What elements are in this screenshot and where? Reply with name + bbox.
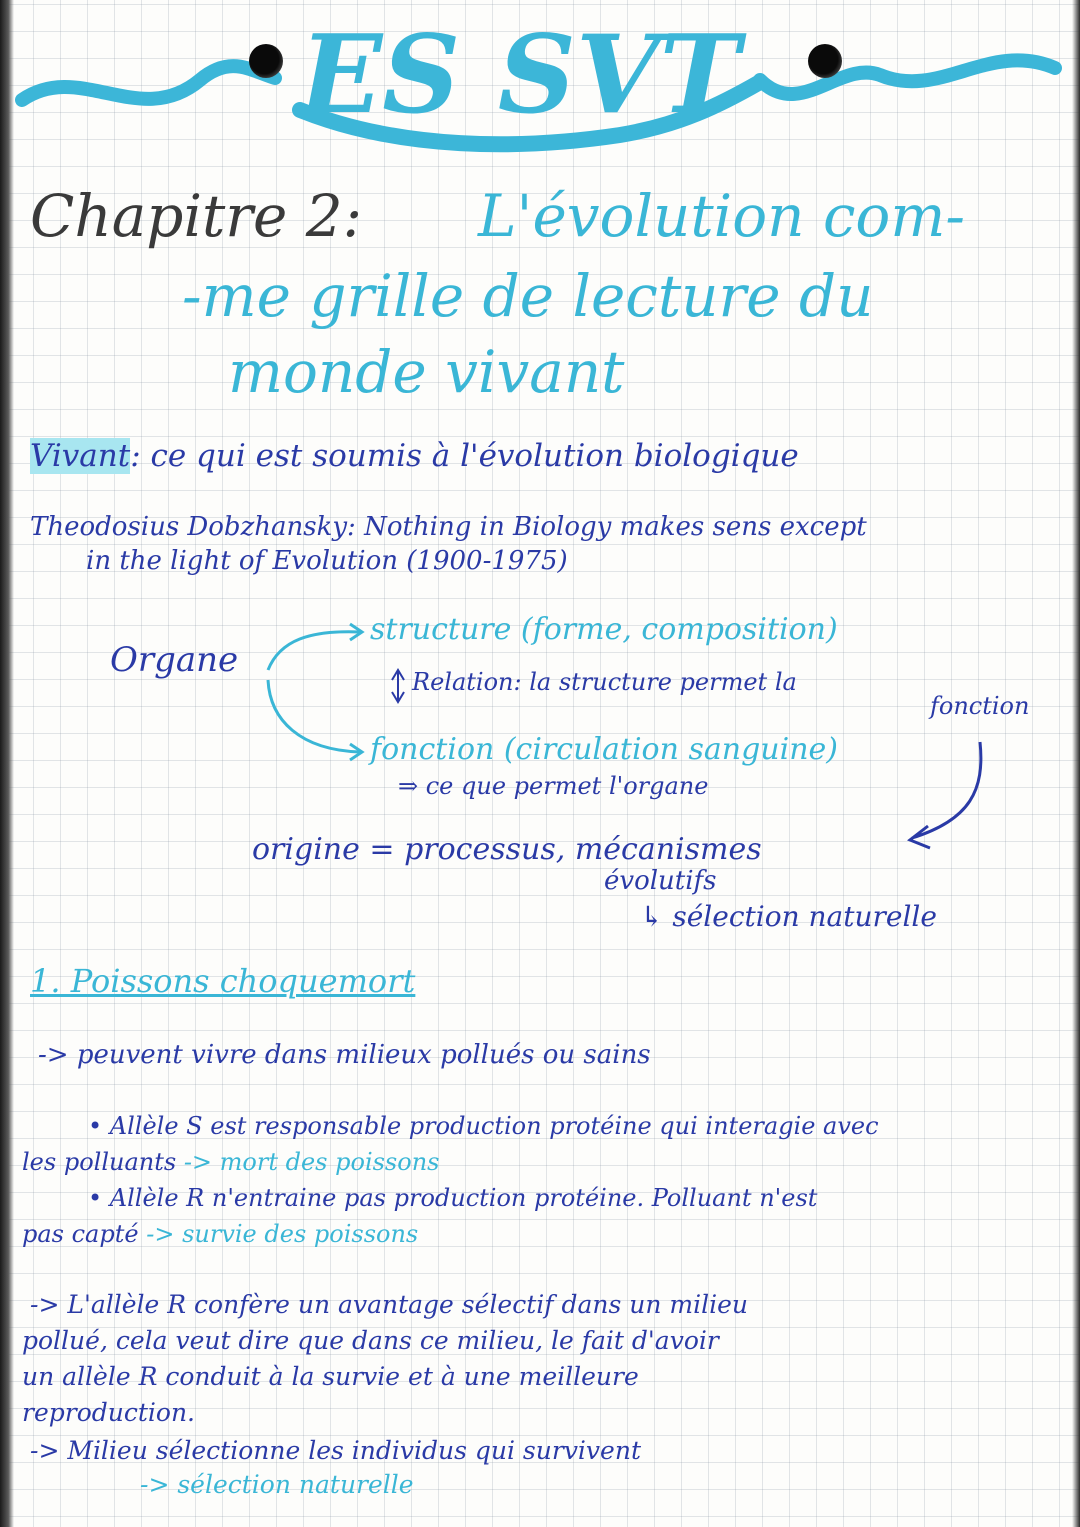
quote-line-2: in the light of Evolution (1900-1975)	[86, 546, 568, 576]
section-1-intro: -> peuvent vivre dans milieux pollués ou sains	[38, 1040, 651, 1070]
origine-line-1: origine = processus, mécanismes	[252, 832, 762, 867]
conclusion-line-6: -> sélection naturelle	[140, 1470, 414, 1499]
origine-line-3: ↳ sélection naturelle	[640, 900, 937, 933]
allele-r-text: pas capté	[22, 1220, 147, 1248]
conclusion-line-4: reproduction.	[22, 1398, 195, 1427]
chapter-title-line-2: -me grille de lecture du	[182, 262, 874, 330]
allele-s-line-2	[22, 1148, 439, 1176]
relation-double-arrow	[392, 670, 404, 702]
chapter-title-line-3: monde vivant	[228, 338, 625, 406]
relation-text-end: fonction	[930, 692, 1030, 720]
conclusion-line-3: un allèle R conduit à la survie et à une meilleure	[22, 1362, 639, 1391]
allele-s-line-1: • Allèle S est responsable production protéine qui interagie avec	[88, 1112, 879, 1140]
origine-line-2: évolutifs	[604, 866, 717, 896]
conclusion-line-1: -> L'allèle R confère un avantage sélectif dans un milieu	[30, 1290, 748, 1319]
arrow-to-fonction	[268, 680, 360, 752]
relation-text: Relation: la structure permet la	[412, 668, 797, 696]
structure-label: structure (forme, composition)	[370, 612, 838, 647]
fonction-label: fonction (circulation sanguine)	[370, 732, 838, 767]
quote-line-1: Theodosius Dobzhansky: Nothing in Biology makes sens except	[30, 512, 867, 542]
arrow-to-structure	[268, 632, 360, 670]
allele-s-consequence: -> mort des poissons	[183, 1148, 440, 1176]
conclusion-line-5: -> Milieu sélectionne les individus qui survivent	[30, 1436, 641, 1465]
allele-r-line-2	[22, 1220, 418, 1248]
organe-label: Organe	[110, 640, 239, 680]
chapter-title-line-1: L'évolution com-	[478, 182, 965, 250]
arrow-fonction-to-origine	[910, 742, 981, 848]
section-1-heading: 1. Poissons choquemort	[30, 962, 416, 1000]
fonction-note: ⇒ ce que permet l'organe	[398, 772, 709, 800]
allele-r-consequence: -> survie des poissons	[146, 1220, 419, 1248]
allele-r-line-1: • Allèle R n'entraine pas production protéine. Polluant n'est	[88, 1184, 818, 1212]
definition-text: : ce qui est soumis à l'évolution biologique	[130, 438, 799, 474]
chapter-label: Chapitre 2:	[30, 182, 363, 250]
logo-text: ES SVT	[299, 12, 741, 138]
term-highlight: Vivant	[30, 438, 131, 474]
allele-s-text: les polluants	[22, 1148, 184, 1176]
conclusion-line-2: pollué, cela veut dire que dans ce milieu, le fait d'avoir	[22, 1326, 719, 1355]
